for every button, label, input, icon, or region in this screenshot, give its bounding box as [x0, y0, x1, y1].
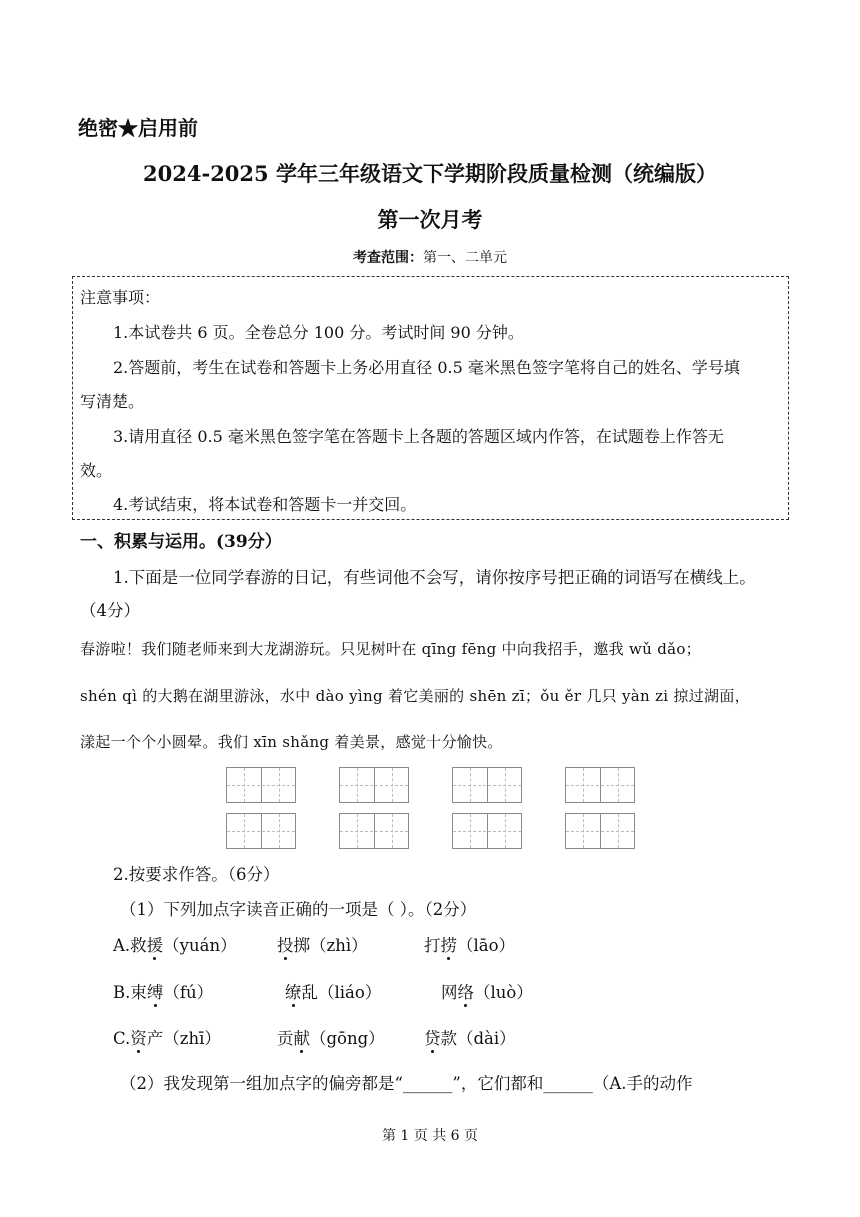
question-2-2-text: （2）我发现第一组加点字的偏旁都是“______”，它们都和______（A.手的动作: [120, 1074, 693, 1093]
notice-item-2a: 2.答题前，考生在试卷和答题卡上务必用直径 0.5 毫米黑色签字笔将自己的姓名、学号填: [113, 358, 740, 377]
writing-grid[interactable]: [452, 813, 522, 849]
writing-grid[interactable]: [452, 767, 522, 803]
writing-grid[interactable]: [565, 813, 635, 849]
writing-grid[interactable]: [226, 813, 296, 849]
option-c[interactable]: C.资产（zhī）: [113, 1025, 221, 1049]
notice-item-2b: 写清楚。: [80, 392, 145, 411]
option-b-word-3: 网络（luò）: [441, 979, 533, 1003]
option-b[interactable]: B.束缚（fú）: [113, 979, 213, 1003]
question-1-text: 1.下面是一位同学春游的日记，有些词他不会写，请你按序号把正确的词语写在横线上。: [113, 568, 756, 587]
diary-line-2: shén qì 的大鹅在湖里游泳，水中 dào yìng 着它美丽的 shēn zī；ǒu ěr 几只 yàn zi 掠过湖面，: [80, 687, 750, 705]
option-c-word-3: 贷款（dài）: [424, 1025, 516, 1049]
scope-value: 第一、二单元: [423, 250, 507, 266]
writing-grid[interactable]: [226, 767, 296, 803]
writing-grid[interactable]: [339, 813, 409, 849]
option-b-word-2: 缭乱（liáo）: [285, 979, 381, 1003]
section-heading: 一、积累与运用。(39分）: [80, 532, 282, 552]
scope-label: 考查范围：: [353, 250, 423, 266]
question-1-points: （4分）: [80, 601, 140, 620]
question-2-text: 2.按要求作答。（6分）: [113, 865, 280, 884]
writing-grid[interactable]: [565, 767, 635, 803]
page-footer: 第 1 页 共 6 页: [381, 1128, 479, 1144]
option-a[interactable]: A.救援（yuán）: [113, 932, 237, 956]
writing-grid[interactable]: [339, 767, 409, 803]
notice-item-1: 1.本试卷共 6 页。全卷总分 100 分。考试时间 90 分钟。: [113, 323, 524, 342]
option-c-word-2: 贡献（gōng）: [277, 1025, 385, 1049]
diary-line-3: 漾起一个个小圆晕。我们 xīn shǎng 着美景，感觉十分愉快。: [80, 733, 503, 751]
notice-item-3b: 效。: [80, 461, 113, 480]
option-a-word-3: 打捞（lāo）: [424, 932, 515, 956]
option-a-word-2: 投掷（zhì）: [277, 932, 368, 956]
exam-title: 2024-2025 学年三年级语文下学期阶段质量检测（统编版）: [143, 161, 717, 186]
notice-heading: 注意事项：: [80, 288, 161, 307]
notice-item-3a: 3.请用直径 0.5 毫米黑色签字笔在答题卡上各题的答题区域内作答，在试题卷上作答无: [113, 427, 724, 446]
exam-subtitle: 第一次月考: [377, 207, 483, 232]
question-2-1-text: （1）下列加点字读音正确的一项是（ ）。（2分）: [120, 900, 477, 919]
secret-label: 绝密★启用前: [78, 116, 198, 140]
diary-line-1: 春游啦！我们随老师来到大龙湖游玩。只见树叶在 qīng fēng 中向我招手，邀我 wǔ dǎo；: [80, 640, 701, 658]
notice-box: [72, 276, 789, 520]
notice-item-4: 4.考试结束，将本试卷和答题卡一并交回。: [113, 495, 417, 514]
exam-scope: [0, 247, 860, 267]
